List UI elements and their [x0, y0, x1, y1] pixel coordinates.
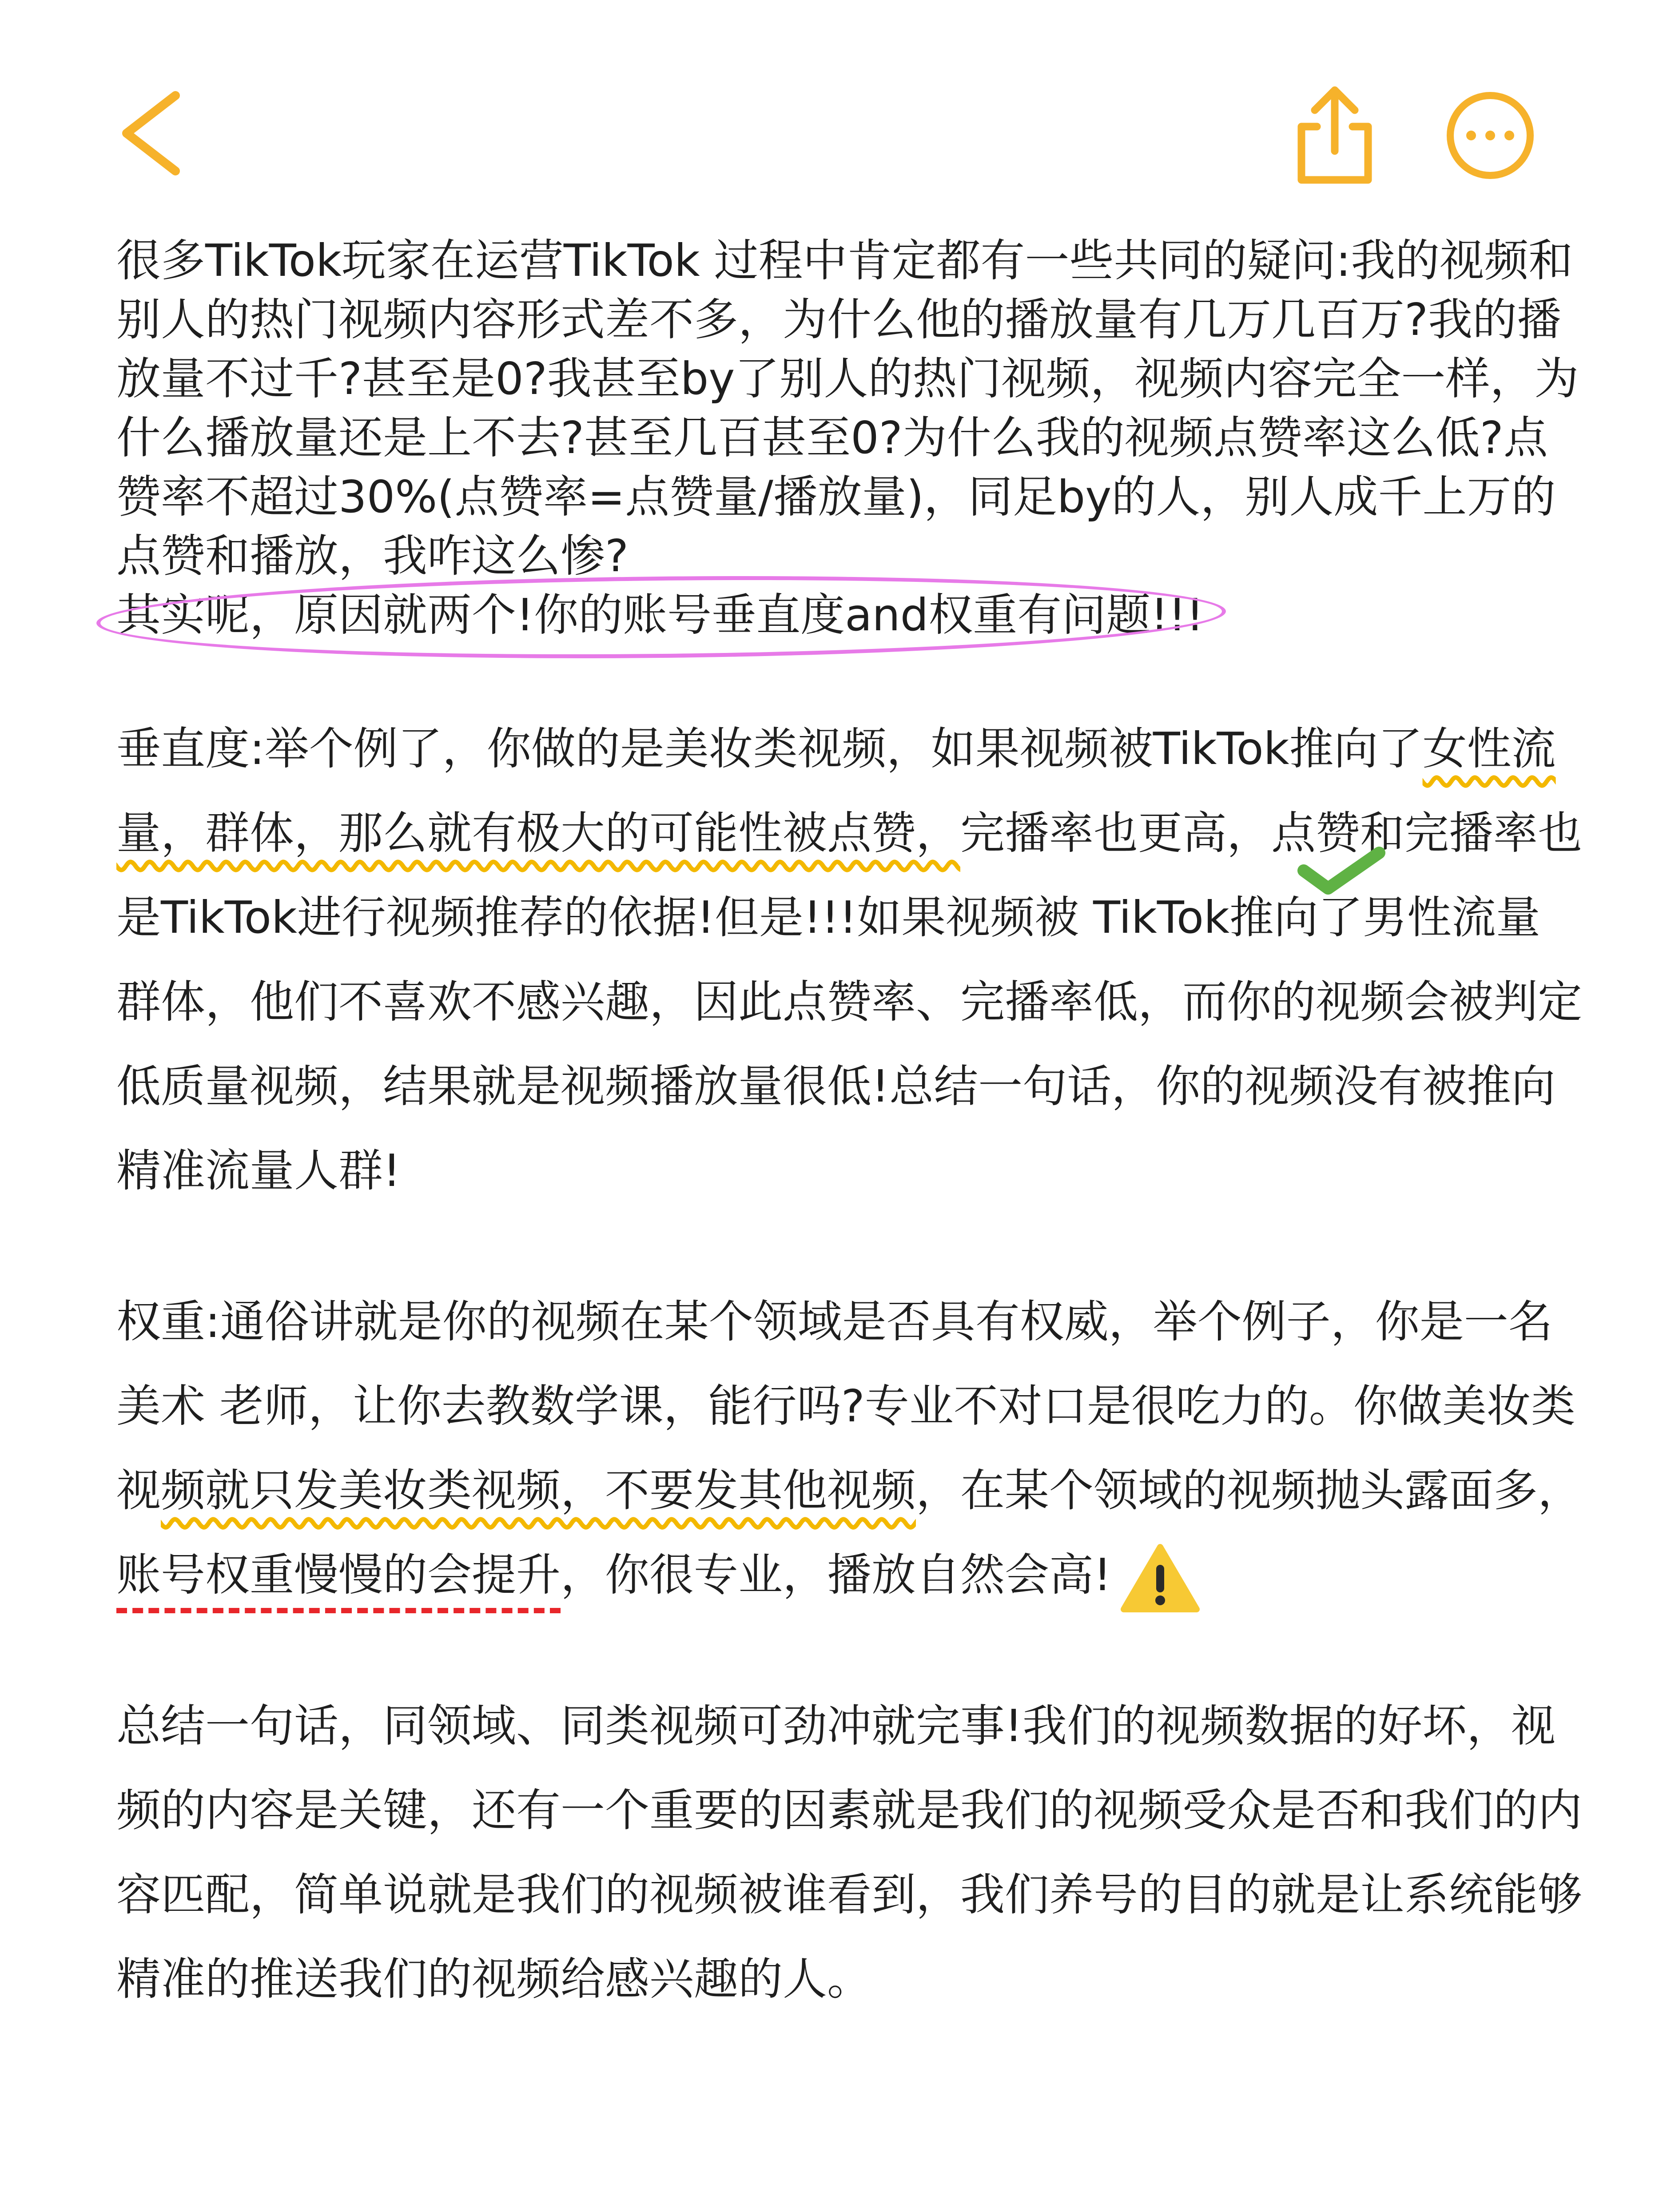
weight-text-a: 权重:通俗讲就是你的视频在某个领域是否具有权威，举个例子，你是一名美术 老师，让你去教数学课，能行吗?专业不对口是很吃力的。你做美妆类视: [116, 1296, 1575, 1516]
circled-conclusion: 其实呢，原因就两个!你的账号垂直度and权重有问题!!!: [116, 585, 1204, 645]
share-button[interactable]: [1284, 84, 1386, 187]
navigation-bar: [0, 0, 1655, 191]
verticality-text-b: 完播率也更高，点赞和完播率也是TikTok进行视频推荐的依据!但是!!!如果视频被 TikTok推向了男性流量群体，他们不喜欢不感兴趣，因此点赞率、完播率低，而你的视频会被判定低质量视频，结果就是视频播放量很低!总结一句话，你的视频没有被推向精准流量人群!: [116, 807, 1582, 1197]
check-icon: [1297, 846, 1386, 895]
paragraph-intro: [116, 231, 1582, 645]
wavy-highlight-female-traffic: 女性流量，群体，那么就有极大的可能性被点赞，: [116, 723, 1556, 859]
paragraph-weight: [116, 1280, 1582, 1617]
intro-text: 很多TikTok玩家在运营TikTok 过程中肯定都有一些共同的疑问:我的视频和别人的热门视频内容形式差不多，为什么他的播放量有几万几百万?我的播放量不过千?甚至是0?我甚至by了别人的热门视频，视频内容完全一样，为什么播放量还是上不去?甚至几百甚至0?为什么我的视频点赞率这么低?点赞率不超过30%(点赞率=点赞量/播放量)，同足by的人，别人成千上万的点赞和播放，我咋这么惨?: [116, 235, 1579, 582]
verticality-text-a: 垂直度:举个例了，你做的是美妆类视频，如果视频被TikTok推向了: [116, 723, 1423, 775]
weight-text-c: ，你很专业，播放自然会高!: [561, 1549, 1112, 1601]
dashed-highlight-weight-up: 账号权重慢慢的会提升: [116, 1549, 561, 1601]
warning-icon: [1120, 1543, 1200, 1614]
note-body: [116, 231, 1582, 2021]
wavy-highlight-only-beauty: 频就只发美妆类视频，不要发其他视频: [161, 1464, 916, 1516]
paragraph-verticality: [116, 707, 1582, 1213]
more-button[interactable]: [1439, 89, 1541, 191]
back-button[interactable]: [111, 84, 191, 182]
weight-text-b: ，在某个领域的视频抛头露面多，: [916, 1464, 1582, 1516]
paragraph-summary: 总结一句话，同领域、同类视频可劲冲就完事!我们的视频数据的好坏，视频的内容是关键，还有一个重要的因素就是我们的视频受众是否和我们的内容匹配，简单说就是我们的视频被谁看到，我们养号的目的就是让系统能够精准的推送我们的视频给感兴趣的人。: [116, 1700, 1582, 2005]
share-icon: [1284, 84, 1386, 187]
chevron-left-icon: [111, 84, 191, 182]
more-horizontal-icon: [1439, 89, 1541, 191]
